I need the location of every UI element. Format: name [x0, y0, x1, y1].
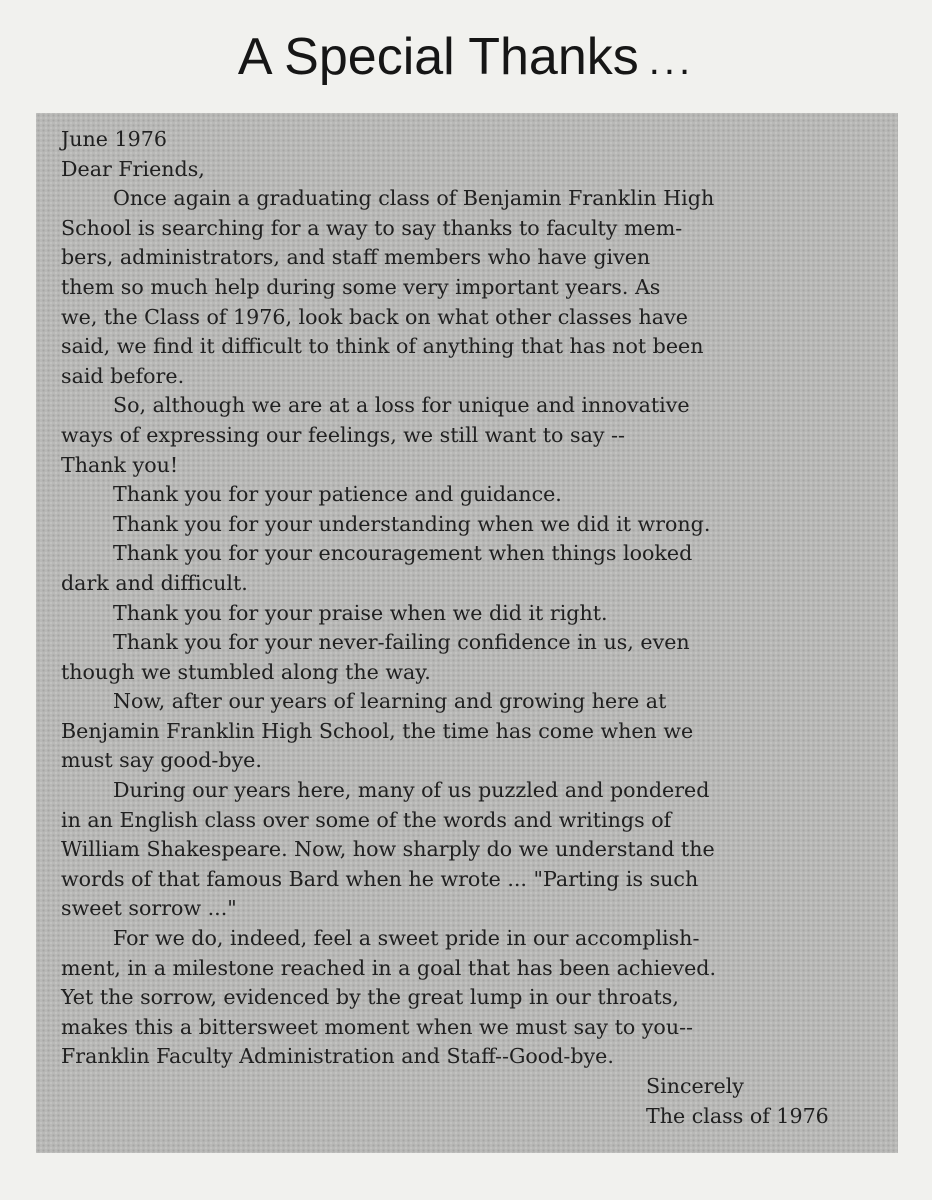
- letter-line: So, although we are at a loss for unique and innovative: [113, 393, 690, 418]
- letter-line: Franklin Faculty Administration and Staff--Good-bye.: [61, 1044, 614, 1069]
- letter-date: June 1976: [61, 127, 167, 151]
- letter-line: Yet the sorrow, evidenced by the great lump in our throats,: [61, 985, 679, 1010]
- letter-line: dark and difficult.: [61, 570, 248, 595]
- letter-line: words of that famous Bard when he wrote ... "Parting is such: [61, 866, 699, 891]
- letter-line: though we stumbled along the way.: [61, 659, 431, 684]
- title-text: A Special Thanks: [237, 28, 639, 86]
- letter-line: ways of expressing our feelings, we still want to say --: [61, 422, 625, 447]
- letter-line: bers, administrators, and staff members who have given: [61, 245, 651, 270]
- letter-line: During our years here, many of us puzzled and pondered: [113, 778, 710, 803]
- letter-line: Thank you for your understanding when we did it wrong.: [113, 511, 711, 536]
- letter-line: Thank you for your patience and guidance.: [113, 482, 562, 507]
- letter-body: [61, 125, 878, 1131]
- letter-line: in an English class over some of the words and writings of: [61, 807, 672, 832]
- title-ellipsis: ...: [648, 39, 695, 83]
- letter-line: said, we find it difficult to think of anything that has not been: [61, 334, 704, 359]
- letter-line: William Shakespeare. Now, how sharply do we understand the: [61, 837, 715, 862]
- letter-line: Once again a graduating class of Benjamin Franklin High: [113, 186, 715, 211]
- letter-salutation: Dear Friends,: [61, 156, 205, 181]
- letter-closing: Sincerely: [646, 1074, 744, 1098]
- letter-line: we, the Class of 1976, look back on what other classes have: [61, 304, 688, 329]
- letter-line: sweet sorrow ...": [61, 896, 237, 921]
- letter-line: Thank you for your praise when we did it right.: [113, 600, 608, 625]
- letter-panel: [36, 113, 898, 1153]
- letter-line: Thank you!: [61, 452, 179, 477]
- letter-line: Benjamin Franklin High School, the time has come when we: [61, 718, 694, 743]
- letter-line: Now, after our years of learning and growing here at: [113, 689, 667, 714]
- letter-line: must say good-bye.: [61, 748, 262, 773]
- letter-line: said before.: [61, 363, 185, 388]
- letter-line: makes this a bittersweet moment when we must say to you--: [61, 1014, 694, 1039]
- letter-line: Thank you for your never-failing confidence in us, even: [113, 630, 690, 655]
- letter-paragraphs: [61, 184, 878, 1072]
- letter-line: School is searching for a way to say thanks to faculty mem-: [61, 215, 683, 240]
- letter-line: ment, in a milestone reached in a goal that has been achieved.: [61, 955, 716, 980]
- letter-signature: The class of 1976: [646, 1103, 829, 1128]
- letter-line: them so much help during some very important years. As: [61, 274, 661, 299]
- letter-line: For we do, indeed, feel a sweet pride in our accomplish-: [113, 926, 700, 951]
- letter-line: Thank you for your encouragement when things looked: [113, 541, 693, 566]
- page-title: [0, 22, 932, 96]
